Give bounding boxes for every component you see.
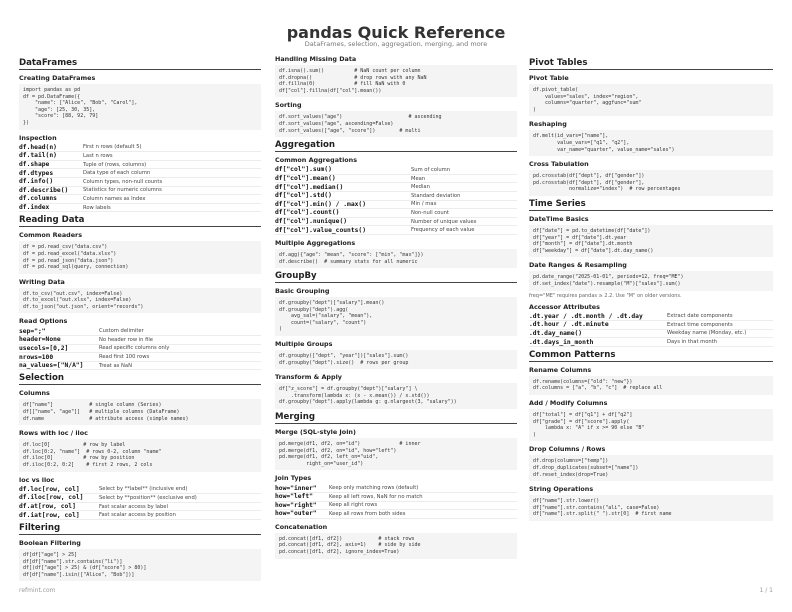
code-block: df.isna().sum() # NaN count per column df.dropna() # drop rows with any NaN df.fillna(0) # fill NaN with 0 df["col"].fillna(df["col"].mean()): [275, 65, 517, 97]
method-description: Extract date components: [667, 313, 733, 320]
section-heading: DataFrames: [19, 58, 261, 70]
method-description: Keep all right rows: [329, 502, 378, 509]
method-description: Statistics for numeric columns: [83, 187, 162, 194]
subsection-heading: Transform & Apply: [275, 373, 342, 382]
code-block: df.pivot_table( values="sales", index="region", columns="quarter", aggfunc="sum" ): [529, 84, 773, 116]
method-description: Number of unique values: [411, 218, 477, 225]
method-description: Data type of each column: [83, 170, 151, 177]
method-name: .dt.year / .dt.month / .dt.day: [529, 312, 643, 320]
subsection-heading: Basic Grouping: [275, 287, 330, 296]
subsection-heading: Read Options: [19, 317, 68, 326]
method-description: Min / max: [411, 201, 437, 208]
reference-table: [529, 313, 773, 347]
method-name: df.dtypes: [19, 169, 54, 177]
table-row: [529, 330, 773, 339]
method-description: Tuple of (rows, columns): [83, 161, 147, 168]
table-row: [19, 195, 261, 204]
version-note: freq="ME" requires pandas ≥ 2.2. Use "M" on older versions.: [529, 292, 682, 299]
table-row: [19, 503, 261, 512]
method-name: df["col"].mean(): [275, 175, 336, 183]
table-row: [529, 338, 773, 347]
method-name: df["col"].median(): [275, 183, 344, 191]
code-block: df.groupby("dept")["salary"].mean() df.groupby("dept").agg( avg_sal=("salary", "mean"), count=("salary", "count") ): [275, 297, 517, 336]
section-heading: Time Series: [529, 199, 773, 211]
method-description: Fast scalar access by label: [99, 503, 168, 510]
code-block: df[df["age"] > 25] df[df["name"].str.contains("li")] df[(df["age"] > 25) & (df["score"] > 80)] df[df["name"].isin(["Alice", "Bob"])]: [19, 549, 261, 581]
method-name: df.columns: [19, 195, 57, 203]
reference-table: [19, 144, 261, 213]
method-name: df.tail(n): [19, 152, 57, 160]
code-block: df.groupby(["dept", "year"])["sales"].sum() df.groupby("dept").size() # rows per group: [275, 350, 517, 369]
method-description: Median: [411, 184, 430, 191]
method-name: nrows=100: [19, 353, 54, 361]
method-name: df["col"].nunique(): [275, 218, 348, 226]
subsection-heading: Accessor Attributes: [529, 302, 600, 311]
code-block: import pandas as pd df = pd.DataFrame({ "name": ["Alice", "Bob", "Carol"], "age": [25, 30, 35], "score": [88, 92, 79] }): [19, 84, 261, 130]
table-row: [275, 226, 517, 235]
table-row: [529, 321, 773, 330]
method-description: Column names as Index: [83, 195, 146, 202]
page-title: pandas Quick Reference: [286, 23, 506, 42]
subsection-heading: Multiple Groups: [275, 340, 333, 349]
section-heading: Pivot Tables: [529, 58, 773, 70]
method-description: Mean: [411, 175, 426, 182]
subsection-heading: Concatenation: [275, 522, 328, 531]
table-row: [275, 166, 517, 175]
method-name: usecols=[0,2]: [19, 344, 69, 352]
method-name: df.info(): [19, 178, 54, 186]
method-description: Row labels: [83, 204, 111, 211]
method-description: Non-null count: [411, 209, 449, 216]
subsection-heading: DateTime Basics: [529, 214, 589, 223]
method-name: df["col"].sum(): [275, 166, 332, 174]
method-name: how="outer": [275, 510, 317, 518]
subsection-heading: Handling Missing Data: [275, 55, 357, 63]
table-row: [275, 502, 517, 511]
table-row: [275, 510, 517, 519]
table-row: [19, 362, 261, 371]
code-block: df["total"] = df["q1"] + df["q2"] df["grade"] = df["score"].apply( lambda x: "A" if x >= 90 else "B" ): [529, 409, 773, 441]
table-row: [275, 201, 517, 210]
subsection-heading: Merge (SQL-style Join): [275, 428, 356, 437]
section-heading: Merging: [275, 412, 517, 424]
page-subtitle: DataFrames, selection, aggregation, merging, and more: [304, 40, 488, 48]
code-block: df.agg({"age": "mean", "score": ["min", "max"]}) df.describe() # summary stats for all numeric: [275, 249, 517, 268]
subsection-heading: Add / Modify Columns: [529, 399, 608, 408]
table-row: [275, 209, 517, 218]
code-block: df.melt(id_vars=["name"], value_vars=["q1", "q2"], var_name="quarter", value_name="sales"): [529, 130, 773, 156]
method-name: .dt.days_in_month: [529, 338, 594, 346]
subsection-heading: Reshaping: [529, 120, 567, 129]
method-name: df["col"].min() / .max(): [275, 200, 366, 208]
code-block: df = pd.read_csv("data.csv") df = pd.read_excel("data.xlsx") df = pd.read_json("data.json") df = pd.read_sql(query, connection): [19, 241, 261, 273]
method-name: df["col"].value_counts(): [275, 226, 366, 234]
subsection-heading: Columns: [19, 389, 50, 398]
method-name: df.shape: [19, 161, 50, 169]
table-row: [275, 183, 517, 192]
table-row: [19, 169, 261, 178]
table-row: [19, 152, 261, 161]
code-block: pd.merge(df1, df2, on="id") # inner pd.merge(df1, df2, on="id", how="left") pd.merge(df1, df2, left_on="uid", right_on="user_id"): [275, 438, 517, 470]
method-description: Last n rows: [83, 152, 113, 159]
code-block: df["z_score"] = df.groupby("dept")["salary"] \ .transform(lambda x: (x - x.mean()) / x.std()) df.groupby("dept").apply(lambda g: g.nlargest(3, "salary")): [275, 383, 517, 409]
method-description: Standard deviation: [411, 192, 461, 199]
subsection-heading: loc vs iloc: [19, 475, 55, 484]
code-block: pd.crosstab(df["dept"], df["gender"]) pd.crosstab(df["dept"], df["gender"], normalize="index") # row percentages: [529, 170, 773, 196]
method-description: Select by **position** (exclusive end): [99, 494, 197, 501]
table-row: [19, 178, 261, 187]
code-block: df["date"] = pd.to_datetime(df["date"]) df["year"] = df["date"].dt.year df["month"] = df["date"].dt.month df["weekday"] = df["date"].dt.day_name(): [529, 225, 773, 257]
table-row: [275, 218, 517, 227]
code-block: df["name"] # single column (Series) df[["name", "age"]] # multiple columns (DataFrame) df.name # attribute access (simple names): [19, 399, 261, 425]
table-row: [529, 313, 773, 322]
method-name: .dt.hour / .dt.minute: [529, 321, 609, 329]
method-description: Keep only matching rows (default): [329, 485, 419, 492]
method-name: df.at[row, col]: [19, 503, 76, 511]
method-description: No header row in file: [99, 336, 153, 343]
method-name: na_values=["N/A"]: [19, 362, 84, 370]
table-row: [19, 353, 261, 362]
method-name: df.iat[row, col]: [19, 511, 80, 519]
column-right: [529, 55, 773, 522]
method-name: df.index: [19, 204, 50, 212]
column-left: [19, 55, 261, 582]
method-name: df["col"].std(): [275, 192, 332, 200]
subsection-heading: Creating DataFrames: [19, 74, 96, 82]
method-description: Column types, non-null counts: [83, 178, 163, 185]
table-row: [19, 336, 261, 345]
code-block: df.rename(columns={"old": "new"}) df.columns = ["a", "b", "c"] # replace all: [529, 376, 773, 395]
column-middle: [275, 55, 517, 560]
footer-page-number: 1 / 1: [759, 587, 773, 594]
table-row: [19, 494, 261, 503]
subsection-heading: Drop Columns / Rows: [529, 445, 606, 454]
code-block: df.to_csv("out.csv", index=False) df.to_excel("out.xlsx", index=False) df.to_json("out.json", orient="records"): [19, 288, 261, 314]
method-name: df.head(n): [19, 143, 57, 151]
method-description: Read specific columns only: [99, 345, 170, 352]
method-name: df["col"].count(): [275, 209, 340, 217]
method-description: Treat as NaN: [99, 362, 132, 369]
code-block: df.drop(columns=["temp"]) df.drop_duplicates(subset=["name"]) df.reset_index(drop=True): [529, 455, 773, 481]
table-row: [19, 486, 261, 495]
method-name: how="right": [275, 501, 317, 509]
code-block: pd.concat([df1, df2]) # stack rows pd.concat([df1, df2], axis=1) # side by side pd.concat([df1, df2], ignore_index=True): [275, 533, 517, 559]
footer-site: refmint.com: [19, 587, 56, 594]
table-row: [19, 187, 261, 196]
subsection-heading: String Operations: [529, 485, 594, 494]
table-row: [275, 192, 517, 201]
method-name: header=None: [19, 336, 61, 344]
method-description: Extract time components: [667, 321, 733, 328]
section-heading: GroupBy: [275, 271, 517, 283]
subsection-heading: Pivot Table: [529, 74, 569, 82]
method-name: sep=";": [19, 327, 46, 335]
method-name: .dt.day_name(): [529, 329, 583, 337]
reference-table: [275, 166, 517, 235]
method-description: Read first 100 rows: [99, 354, 150, 361]
subsection-heading: Common Readers: [19, 231, 82, 240]
table-row: [275, 493, 517, 502]
code-block: pd.date_range("2025-01-01", periods=12, freq="ME") df.set_index("date").resample("M")["sales"].sum(): [529, 271, 773, 290]
method-description: Fast scalar access by position: [99, 512, 176, 519]
method-description: Sum of column: [411, 166, 451, 173]
method-name: how="inner": [275, 484, 317, 492]
subsection-heading: Date Ranges & Resampling: [529, 261, 627, 270]
method-name: how="left": [275, 493, 313, 501]
method-name: df.iloc[row, col]: [19, 494, 84, 502]
method-description: Keep all left rows, NaN for no match: [329, 493, 423, 500]
reference-table: [19, 327, 261, 370]
code-block: df.loc[0] # row by label df.loc[0:2, "name"] # rows 0-2, column "name" df.iloc[0] # row by position df.iloc[0:2, 0:2] # first 2 rows, 2 cols: [19, 439, 261, 471]
method-description: Custom delimiter: [99, 328, 144, 335]
subsection-heading: Cross Tabulation: [529, 160, 589, 169]
method-description: Frequency of each value: [411, 227, 475, 234]
section-heading: Common Patterns: [529, 350, 773, 362]
subsection-heading: Boolean Filtering: [19, 538, 81, 547]
table-row: [19, 511, 261, 520]
subsection-heading: Common Aggregations: [275, 156, 358, 165]
method-description: Weekday name (Monday, etc.): [667, 330, 747, 337]
subsection-heading: Rename Columns: [529, 365, 592, 374]
subsection-heading: Join Types: [275, 474, 312, 483]
subsection-heading: Inspection: [19, 133, 57, 142]
table-row: [19, 204, 261, 213]
method-description: Days in that month: [667, 339, 717, 346]
section-heading: Selection: [19, 373, 261, 385]
table-row: [19, 161, 261, 170]
section-heading: Reading Data: [19, 215, 261, 227]
table-row: [275, 484, 517, 493]
method-description: Keep all rows from both sides: [329, 510, 406, 517]
reference-table: [275, 484, 517, 518]
table-row: [275, 175, 517, 184]
code-block: df["name"].str.lower() df["name"].str.contains("ali", case=False) df["name"].str.split(" ").str[0] # first name: [529, 495, 773, 521]
method-description: First n rows (default 5): [83, 144, 142, 151]
section-heading: Aggregation: [275, 140, 517, 152]
method-description: Select by **label** (inclusive end): [99, 486, 188, 493]
table-row: [19, 327, 261, 336]
section-heading: Filtering: [19, 523, 261, 535]
table-row: [19, 144, 261, 153]
method-name: df.describe(): [19, 186, 69, 194]
subsection-heading: Writing Data: [19, 277, 65, 286]
code-block: df.sort_values("age") # ascending df.sort_values("age", ascending=False) df.sort_values(["age", "score"]) # multi: [275, 111, 517, 137]
subsection-heading: Rows with loc / iloc: [19, 429, 88, 438]
method-name: df.loc[row, col]: [19, 485, 80, 493]
subsection-heading: Multiple Aggregations: [275, 238, 356, 247]
table-row: [19, 345, 261, 354]
subsection-heading: Sorting: [275, 101, 302, 110]
reference-table: [19, 486, 261, 520]
